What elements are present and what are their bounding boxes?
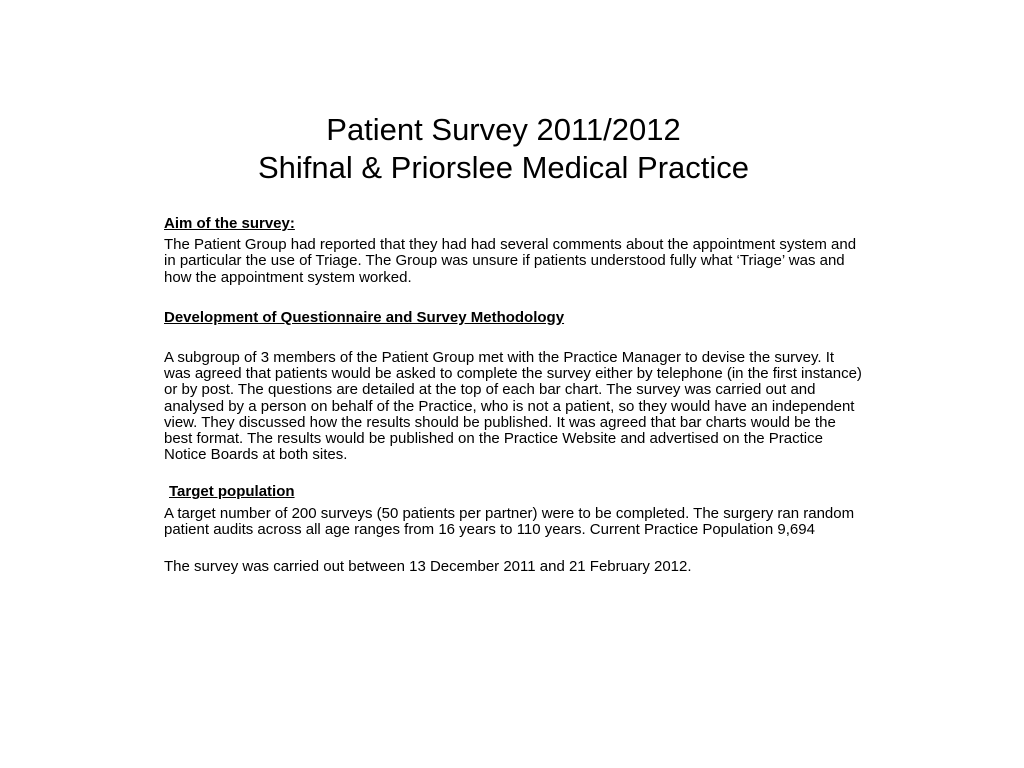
target-text: A target number of 200 surveys (50 patients per partner) were to be completed. The surgery ran random patient audits across all age ranges from 16 years to 110 years. Current Practice Population 9,694 bbox=[164, 504, 855, 538]
target-heading: Target population bbox=[169, 483, 295, 501]
development-heading: Development of Questionnaire and Survey Methodology bbox=[164, 308, 565, 326]
slide-title bbox=[0, 111, 1007, 187]
development-text: A subgroup of 3 members of the Patient Group met with the Practice Manager to devise the survey. It was agreed that patients would be asked to complete the survey either by telephone (in the first instance) or by post. The questions are detailed at the top of each bar chart. The survey was carried out and analysed by a person on behalf of the Practice, who is not a patient, so they would have an independent view. They discussed how the results should be published. It was agreed that bar charts would be the best format. The results would be published on the Practice Website and advertised on the Practice Notice Boards at both sites. bbox=[164, 349, 862, 464]
aim-text: The Patient Group had reported that they had had several comments about the appointment system and in particular the use of Triage. The Group was unsure if patients understood fully what ‘Triage’ was and how the appointment system worked. bbox=[164, 236, 857, 286]
title-line-1: Patient Survey 2011/2012 bbox=[326, 112, 681, 147]
slide-content bbox=[164, 216, 864, 575]
aim-heading: Aim of the survey: bbox=[164, 215, 295, 232]
dates-text: The survey was carried out between 13 December 2011 and 21 February 2012. bbox=[164, 558, 692, 576]
title-line-2: Shifnal & Priorslee Medical Practice bbox=[257, 150, 750, 185]
